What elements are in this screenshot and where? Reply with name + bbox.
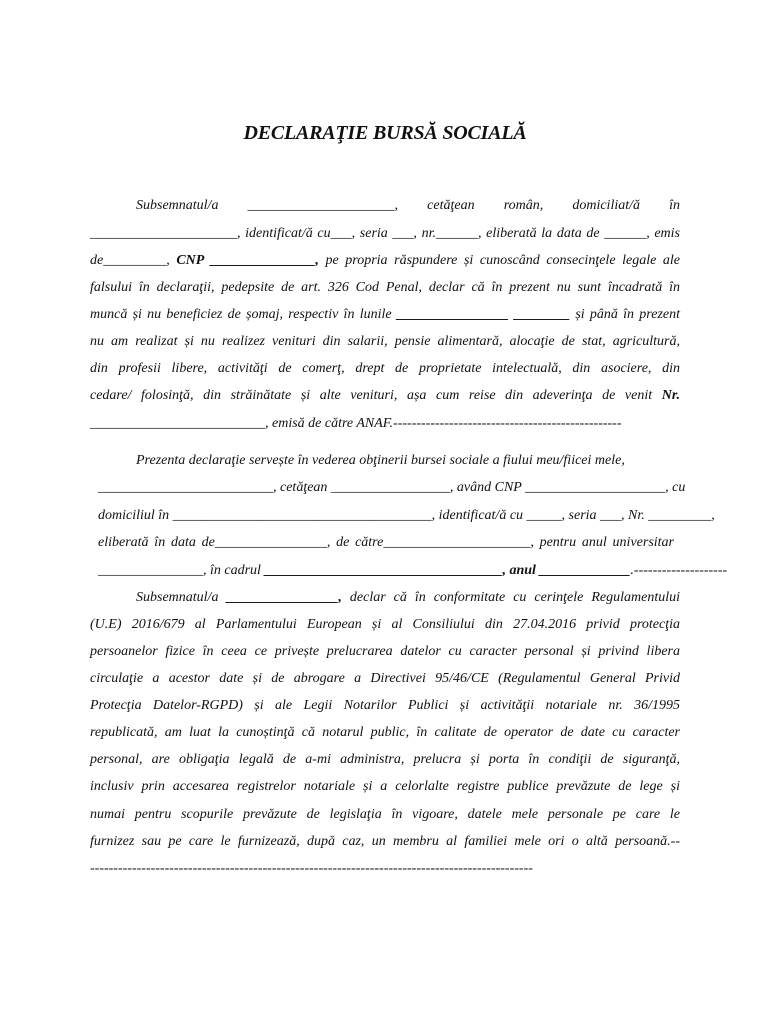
text-line: din profesii libere, activităţi de comerţ, drept de proprietate intelectuală, din asociere, din: [90, 361, 680, 376]
text-line: _________________________, emisă de către ANAF.-------------------------------------------------: [90, 416, 622, 431]
name-field: ________________,: [226, 590, 342, 605]
nr-label: Nr.: [661, 388, 680, 403]
document-title: DECLARAŢIE BURSĂ SOCIALĂ: [243, 122, 527, 144]
text-segment: _______________, în cadrul: [98, 563, 265, 578]
text-segment: muncă și nu beneficiez de șomaj, respectiv în lunile: [90, 307, 397, 322]
text-line-cnp: [90, 251, 680, 271]
text-line: falsului în declaraţii, pedepsite de art. 326 Cod Penal, declar că în prezent nu sunt încadrată în: [90, 280, 680, 295]
text-segment: cedare/ folosinţă, din străinătate și alte venituri, așa cum reise din adeverinţa de venit: [90, 388, 662, 403]
text-line-luni: [90, 305, 680, 325]
text-line: _________________________, cetăţean _________________, având CNP ____________________, cu: [98, 480, 686, 495]
text-segment: de_________,: [90, 253, 177, 268]
text-segment: și până în prezent: [570, 307, 680, 322]
text-line: domiciliul în _____________________________________, identificat/ă cu _____, seria ___, Nr. _________,: [98, 508, 715, 523]
cnp-label: CNP _______________,: [176, 253, 319, 268]
months-field: ________________ ________: [396, 307, 571, 322]
faculty-field: __________________________________,: [264, 563, 506, 578]
text-line: Subsemnatul/a _____________________, cetăţean român, domiciliat/ă în: [136, 198, 680, 213]
text-segment: pe propria răspundere și cunoscând consecinţele legale ale: [318, 253, 681, 268]
text-line: Protecţia Datelor-RGPD) și ale Legii Notarilor Publici și activităţii notariale nr. 36/1995: [90, 698, 680, 713]
text-line: _____________________, identificat/ă cu___, seria ___, nr.______, eliberată la data de ______, emis: [90, 226, 680, 241]
text-line: Prezenta declaraţie servește în vederea obţinerii bursei sociale a fiului meu/fiicei mele,: [136, 453, 625, 468]
text-line: eliberată în data de________________, de către_____________________, pentru anul universitar: [98, 535, 674, 550]
text-line: nu am realizat și nu realizez venituri din salarii, pensie alimentară, alocaţie de stat, agricultură,: [90, 334, 680, 349]
text-line: furnizez sau pe care le furnizează, după caz, un membru al familiei mele ori o altă persoană.--: [90, 834, 680, 849]
text-segment: Subsemnatul/a: [136, 590, 227, 605]
text-segment: .--------------------: [630, 563, 728, 578]
text-line-nr: [90, 386, 680, 406]
text-line: numai pentru scopurile prevăzute de legislaţia în vigoare, datele mele personale pe care le: [90, 807, 680, 822]
text-line: circulaţie a acestor date și de abrogare a Directivei 95/46/CE (Regulamentul General Privid: [90, 671, 680, 686]
year-field: anul _____________: [509, 563, 631, 578]
text-line: -----------------------------------------------------------------------------------------------: [90, 861, 533, 876]
text-line: republicată, am luat la cunoștinţă că notarul public, în calitate de operator de date cu caracter: [90, 725, 680, 740]
text-line-anul: [98, 561, 728, 581]
text-line-subsemnat: [136, 588, 680, 608]
text-line: (U.E) 2016/679 al Parlamentului European și al Consiliului din 27.04.2016 privid protecţia: [90, 617, 680, 632]
text-line: personal, are obligaţia legală de a-mi administra, prelucra și porta în condiţii de siguranţă,: [90, 752, 680, 767]
text-line: persoanelor fizice în ceea ce privește prelucrarea datelor cu caracter personal și privind libera: [90, 644, 680, 659]
text-line: inclusiv prin accesarea registrelor notariale și a celorlalte registre publice prevăzute de lege și: [90, 779, 680, 794]
text-segment: declar că în conformitate cu cerinţele Regulamentului: [341, 590, 680, 605]
